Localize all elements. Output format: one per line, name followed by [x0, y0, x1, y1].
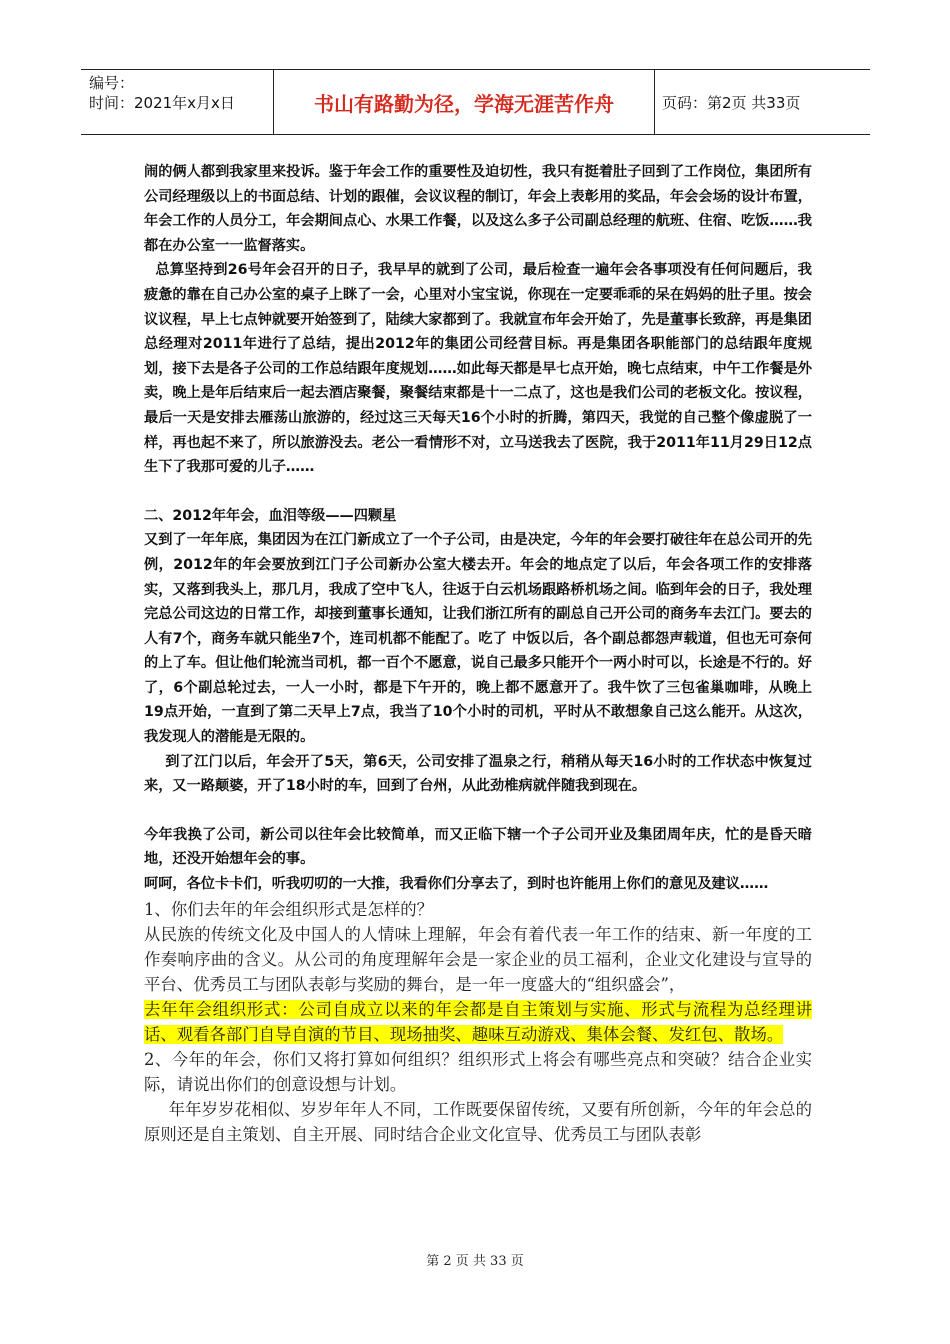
paragraph: 到了江门以后，年会开了5天，第6天，公司安排了温泉之行，稍稍从每天16小时的工作状态中恢复过来，又一路颠婆，开了18小时的车，回到了台州，从此劲椎病就伴随我到现在。 [144, 753, 812, 795]
time-label: 时间：2021年x月x日 [89, 94, 235, 112]
paragraph: 又到了一年年底，集团因为在江门新成立了一个子公司，由是决定，今年的年会要打破往年在总公司开的先例，2012年的年会要放到江门子公司新办公室大楼去开。年会的地点定了以后，年会各项工作的安排落实，又落到我头上，那几月，我成了空中飞人，往返于白云机场跟路桥机场之间。临到年会的日子，我处理完总公司这边的日常工作，却接到董事长通知，让我们浙江所有的副总自己开公司的商务车去江门。要去的人有7个，商务车就只能坐7个，连司机都不能配了。吃了 中饭以后，各个副总都怨声载道，但也无可奈何的上了车。但让他们轮流当司机，都一百个不愿意，说自己最多只能开个一两小时可以，长途是不行的。好了，6个副总轮过去，一人一小时，都是下午开的，晚上都不愿意开了。我牛饮了三包雀巢咖啡，从晚上19点开始，一直到了第二天早上7点，我当了10个小时的司机，平时从不敢想象自己这么能开。从这次，我发现人的潜能是无限的。 [144, 532, 812, 746]
paragraph: 从民族的传统文化及中国人的人情味上理解，年会有着代表一年工作的结束、新一年度的工作奏响序曲的含义。从公司的角度理解年会是一家企业的员工福利，企业文化建设与宣导的平台、优秀员工与团队表彰与奖励的舞台，是一年一度盛大的“组织盛会”， [144, 924, 812, 994]
question-heading: 1、你们去年的年会组织形式是怎样的？ [144, 899, 434, 919]
header-meta [89, 73, 235, 113]
page-footer: 第 2 页 共 33 页 [426, 1254, 524, 1269]
highlighted-paragraph [144, 997, 812, 1047]
paragraph: 总算坚持到26号年会召开的日子，我早早的就到了公司，最后检查一遍年会各事项没有任何问题后，我疲惫的靠在自己办公室的桌子上眯了一会，心里对小宝宝说，你现在一定要乖乖的呆在妈妈的肚子里。按会议议程，早上七点钟就要开始签到了，陆续大家都到了。我就宣布年会开始了，先是董事长致辞，再是集团总经理对2011年进行了总结，提出2012年的集团公司经营目标。再是集团各职能部门的总结跟年度规划，接下去是各子公司的工作总结跟年度规划……如此每天都是早七点开始，晚七点结束，中午工作餐是外卖，晚上是年后结束后一起去酒店聚餐，聚餐结束都是十一二点了，这也是我们公司的老板文化。按议程，最后一天是安排去雁荡山旅游的，经过这三天每天16个小时的折腾，第四天，我觉的自己整个像虚脱了一样，再也起不来了，所以旅游没去。老公一看情形不对，立马送我去了医院，我于2011年11月29日12点生下了我那可爱的儿子…… [144, 262, 812, 476]
header-motto: 书山有路勤为径，学海无涯苦作舟 [314, 91, 614, 116]
section-heading: 二、2012年年会，血泪等级——四颗星 [144, 507, 397, 524]
header-divider-left [273, 69, 274, 135]
paragraph: 闹的俩人都到我家里来投诉。鉴于年会工作的重要性及迫切性，我只有挺着肚子回到了工作岗位，集团所有公司经理级以上的书面总结、计划的跟催，会议议程的制订，年会上表彰用的奖品，年会会场的设计布置，年会工作的人员分工，年会期间点心、水果工作餐，以及这么多子公司副总经理的航班、住宿、吃饭……我都在办公室一一监督落实。 [144, 164, 812, 254]
paragraph: 年年岁岁花相似、岁岁年年人不同，工作既要保留传统，又要有所创新，今年的年会总的原则还是自主策划、自主开展、同时结合企业文化宣导、优秀员工与团队表彰 [144, 1099, 812, 1144]
header-divider-right [654, 69, 655, 135]
paragraph: 今年我换了公司，新公司以往年会比较简单，而又正临下辖一个子公司开业及集团周年庆，忙的是昏天暗地，还没开始想年会的事。 [144, 826, 812, 868]
page-header [81, 69, 870, 135]
code-label: 编号： [89, 74, 135, 92]
document-body [144, 160, 812, 1147]
question-heading: 2、今年的年会，你们又将打算如何组织？组织形式上将会有哪些亮点和突破？结合企业实际，请说出你们的创意设想与计划。 [144, 1049, 812, 1094]
highlight-text: 去年年会组织形式：公司自成立以来的年会都是自主策划与实施、形式与流程为总经理讲话、观看各部门自导自演的节目、现场抽奖、趣味互动游戏、集体会餐、发红包、散场。 [144, 999, 812, 1044]
paragraph: 呵呵，各位卡卡们，听我叨叨的一大推，我看你们分享去了，到时也许能用上你们的意见及建议…… [144, 876, 769, 893]
page-number-label: 页码：第2页 共33页 [662, 93, 801, 112]
